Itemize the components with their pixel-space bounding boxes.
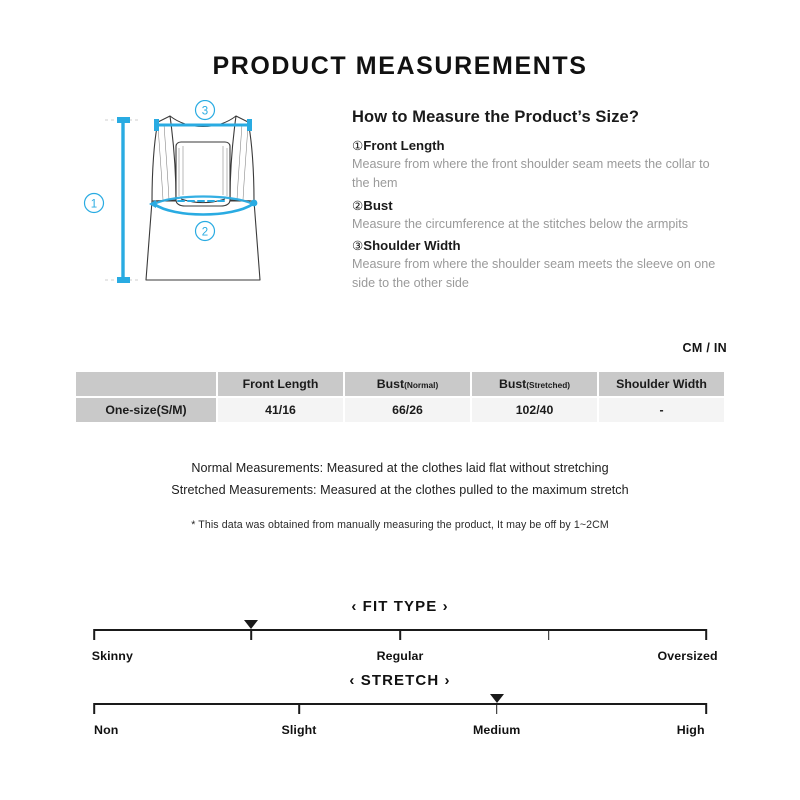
table-cell-front-length: 41/16 xyxy=(218,398,343,422)
fit-tick-5 xyxy=(705,629,707,640)
header-text: Shoulder Width xyxy=(616,377,707,391)
stretch-label-slight: Slight xyxy=(281,723,317,737)
callout-2 xyxy=(196,222,215,241)
header-sub-normal: (Normal) xyxy=(404,380,439,390)
fit-tick-3 xyxy=(399,629,401,640)
stretch-labels xyxy=(94,723,706,741)
fit-label-oversized: Oversized xyxy=(657,649,718,663)
circled-number-1-icon: ① xyxy=(352,139,364,153)
table-row xyxy=(76,398,724,422)
measure-instruction-front-length xyxy=(352,136,722,194)
measure-desc-bust: Measure the circumference at the stitches below the armpits xyxy=(352,216,688,231)
table-cell-bust-normal: 66/26 xyxy=(345,398,470,422)
page-title: PRODUCT MEASUREMENTS xyxy=(212,52,588,80)
fit-type-scale xyxy=(0,598,800,667)
callout-1 xyxy=(85,194,104,213)
how-to-measure-section xyxy=(352,108,722,295)
front-length-measure-line xyxy=(117,117,130,283)
fit-tick-2 xyxy=(250,629,252,640)
table-cell-bust-stretched: 102/40 xyxy=(472,398,597,422)
fit-tick-4 xyxy=(548,629,550,640)
table-cell-shoulder-width: - xyxy=(599,398,724,422)
stretch-tick-2 xyxy=(298,703,300,714)
fit-tick-1 xyxy=(93,629,95,640)
measure-label-bust xyxy=(352,196,722,215)
measure-desc-front-length: Measure from where the front shoulder seam meets the collar to the hem xyxy=(352,157,710,191)
circled-number-2-icon: ② xyxy=(352,198,364,213)
stretch-title: ‹ STRETCH › xyxy=(349,672,451,689)
stretch-label-non: Non xyxy=(94,723,119,737)
table-cell-size: One-size(S/M) xyxy=(76,398,216,422)
stretch-label-medium: Medium xyxy=(472,723,521,737)
table-header-size xyxy=(76,372,216,396)
measure-desc-shoulder-width: Measure from where the shoulder seam meets the sleeve on one side to the other side xyxy=(352,257,716,291)
fit-label-skinny: Skinny xyxy=(91,649,133,663)
table-header-front-length xyxy=(218,372,343,396)
svg-text:2: 2 xyxy=(201,226,209,239)
svg-text:1: 1 xyxy=(90,198,98,211)
measurement-notes xyxy=(0,458,800,501)
circled-number-3-icon: ③ xyxy=(352,238,364,253)
svg-text:3: 3 xyxy=(201,105,209,118)
table-header-row xyxy=(76,372,724,396)
garment-measurement-diagram xyxy=(78,100,348,305)
how-to-measure-heading: How to Measure the Product’s Size? xyxy=(352,108,640,126)
measure-label-front-length xyxy=(352,136,722,155)
measure-label-text: Shoulder Width xyxy=(363,237,461,253)
callout-3 xyxy=(196,101,215,120)
measure-instruction-bust xyxy=(352,196,722,234)
fit-type-marker-icon xyxy=(244,620,258,629)
stretch-tick-4 xyxy=(705,703,707,714)
bust-measure-endpoint xyxy=(251,200,258,207)
stretch-label-high: High xyxy=(676,723,705,737)
measurements-table xyxy=(74,370,726,424)
stretch-tick-1 xyxy=(93,703,95,714)
stretch-axis-line xyxy=(94,703,706,705)
stretch-axis xyxy=(94,703,706,717)
table-header-bust-normal xyxy=(345,372,470,396)
stretch-tick-3 xyxy=(496,703,498,714)
table-header-shoulder-width xyxy=(599,372,724,396)
measure-label-text: Front Length xyxy=(363,138,445,153)
fit-type-labels xyxy=(91,649,718,667)
header-text: Bust xyxy=(376,377,405,391)
measure-label-shoulder-width xyxy=(352,236,722,255)
note-stretched-measurements: Stretched Measurements: Measured at the clothes pulled to the maximum stretch xyxy=(171,482,629,497)
fit-type-axis xyxy=(94,629,706,643)
measure-label-text: Bust xyxy=(363,197,393,213)
measurement-disclaimer: * This data was obtained from manually measuring the product, It may be off by 1~2CM xyxy=(191,519,609,531)
note-normal-measurements: Normal Measurements: Measured at the clothes laid flat without stretching xyxy=(191,461,609,475)
fit-label-regular: Regular xyxy=(376,649,424,663)
measure-instruction-shoulder-width xyxy=(352,236,722,294)
header-text: Bust xyxy=(498,377,527,391)
header-text: Front Length xyxy=(242,377,319,391)
units-label: CM / IN xyxy=(682,341,727,355)
stretch-marker-icon xyxy=(490,694,504,703)
table-header-bust-stretched xyxy=(472,372,597,396)
fit-type-title: ‹ FIT TYPE › xyxy=(351,598,449,615)
header-sub-stretched: (Stretched) xyxy=(526,380,571,390)
stretch-scale xyxy=(0,672,800,741)
